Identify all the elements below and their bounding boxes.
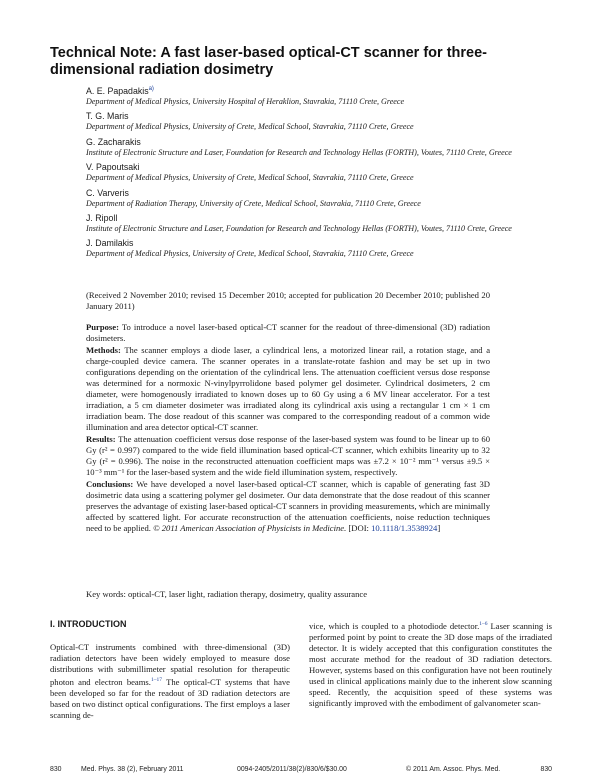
footnote-mark[interactable]: a)	[148, 86, 154, 92]
article-code: 0094-2405/2011/38(2)/830/6/$30.00	[237, 766, 347, 773]
author-block	[86, 111, 566, 132]
author-name: J. Damilakis	[86, 238, 134, 249]
body-column-right	[309, 619, 552, 709]
author-block	[86, 84, 566, 107]
doi-link[interactable]: 10.1118/1.3538924	[371, 523, 438, 533]
intro-paragraph: Optical-CT instruments combined with three-dimensional (3D) radiation detectors have been widely employed to measure dose distributions with submillimeter spatial resolution for therapeutic photon and electron beams.$^{1-17}$ The optical-CT systems that have been developed so far for the readout of 3D radiation detectors are based on two distinct optical configurations. The first employs a laser scanning de-	[50, 642, 290, 720]
author-affiliation: Department of Radiation Therapy, University of Crete, Medical School, Stavrakia, 71110 Crete, Greece	[86, 198, 421, 208]
section-heading: I. INTRODUCTION	[50, 619, 127, 629]
abstract	[86, 322, 490, 535]
copyright-notice: © 2011 American Association of Physicists in Medicine.	[153, 523, 347, 533]
author-block	[86, 213, 566, 234]
journal-citation: Med. Phys. 38 (2), February 2011	[81, 766, 184, 773]
body-column-left	[50, 619, 290, 721]
author-block	[86, 188, 566, 209]
citation-link[interactable]: 1–6	[479, 621, 488, 627]
footer-copyright: © 2011 Am. Assoc. Phys. Med.	[406, 766, 501, 773]
page-number-left: 830	[50, 766, 62, 773]
page-footer	[50, 766, 552, 776]
author-name: G. Zacharakis	[86, 136, 141, 147]
author-affiliation: Institute of Electronic Structure and Laser, Foundation for Research and Technology Hellas (FORTH), Voutes, 71110 Crete, Greece	[86, 223, 512, 233]
author-name: V. Papoutsaki	[86, 162, 140, 173]
author-name: A. E. Papadakis$^{a)}$	[86, 85, 154, 96]
author-block	[86, 238, 566, 259]
abstract-methods: Methods: The scanner employs a diode laser, a cylindrical lens, a motorized linear rail, a rotation stage, and a charge-coupled device camera. The scanner operates in a translate-rotate fashion and may be set up in two configurations depending on the orientation of the cylindrical lens. The attenuation coefficient versus dose response was determined for a normoxic N-vinylpyrrolidone based polymer gel dosimeter. Cylindrical dosimeters, 2 cm diameter, were homogenously irradiated to known doses up to 60 Gy using a 6 MV linear accelerator. For a test irradiation, a 5 cm diameter dosimeter was irradiated along its cylindrical axis using a rectangular 1 cm × 1 cm irradiation beam. The dose readout of this scanner was compared to the corresponding readout of a common wide illumination and area detector optical-CT scanner.	[86, 345, 491, 432]
author-block	[86, 162, 566, 183]
abstract-conclusions: Conclusions: We have developed a novel laser-based optical-CT scanner, which is capable of generating fast 3D dosimetric data using a scattering polymer gel dosimeter. Our data demonstrate that the dose readout of this scanner preserves the advantage of existing laser-based optical-CT scanners in providing measurements, which are minimally affected by scattered light. For accurate reconstruction of the attenuation coefficients, noise reduction techniques need to be applied. © 2011 American Association of Physicists in Medicine. [DOI: 10.1118/1.3538924]	[86, 479, 491, 533]
abstract-results: Results: The attenuation coefficient versus dose response of the laser-based system was found to be linear up to 60 Gy (r² = 0.997) compared to the wide field illumination based optical-CT scanner, which exhibits linearity up to 32 Gy (r² = 0.996). The noise in the reconstructed attenuation coefficient maps was ±7.2 × 10⁻² mm⁻¹ versus ±9.5 × 10⁻³ mm⁻¹ for the laser-based system and the wide field illumination system, respectively.	[86, 434, 490, 477]
abstract-purpose: Purpose: To introduce a novel laser-based optical-CT scanner for the readout of three-dimensional (3D) radiation dosimeters.	[86, 322, 490, 343]
page-number-right: 830	[540, 766, 552, 773]
received-dates: (Received 2 November 2010; revised 15 December 2010; accepted for publication 20 December 2010; published 20 January 2011)	[86, 290, 490, 311]
author-name: C. Varveris	[86, 187, 129, 198]
author-name: T. G. Maris	[86, 111, 129, 122]
author-affiliation: Department of Medical Physics, University of Crete, Medical School, Stavrakia, 71110 Crete, Greece	[86, 249, 414, 259]
author-list	[86, 84, 566, 264]
author-name: J. Ripoll	[86, 212, 118, 223]
author-affiliation: Department of Medical Physics, University of Crete, Medical School, Stavrakia, 71110 Crete, Greece	[86, 173, 414, 183]
author-block	[86, 137, 566, 158]
intro-paragraph-continued: vice, which is coupled to a photodiode detector.$^{1-6}$ Laser scanning is performed point by point to create the 3D dose maps of the irradiated detector. It is widely accepted that this configuration constitutes the most accurate method for the readout of 3D radiation detectors. However, systems based on this configuration have not been routinely used in clinical applications mainly due to the inherent slow scanning speed. Recently, the acquisition speed of these systems was significantly improved with the embodiment of galvanometer scan-	[309, 620, 552, 708]
citation-link[interactable]: 1–17	[150, 677, 162, 683]
author-affiliation: Department of Medical Physics, University Hospital of Heraklion, Stavrakia, 71110 Crete, Greece	[86, 96, 405, 106]
author-affiliation: Institute of Electronic Structure and Laser, Foundation for Research and Technology Hellas (FORTH), Voutes, 71110 Crete, Greece	[86, 147, 512, 157]
article-title: Technical Note: A fast laser-based optical-CT scanner for three-dimensional radiation dosimetry	[50, 45, 487, 78]
author-affiliation: Department of Medical Physics, University of Crete, Medical School, Stavrakia, 71110 Crete, Greece	[86, 122, 414, 132]
keywords: Key words: optical-CT, laser light, radiation therapy, dosimetry, quality assurance	[86, 589, 368, 599]
